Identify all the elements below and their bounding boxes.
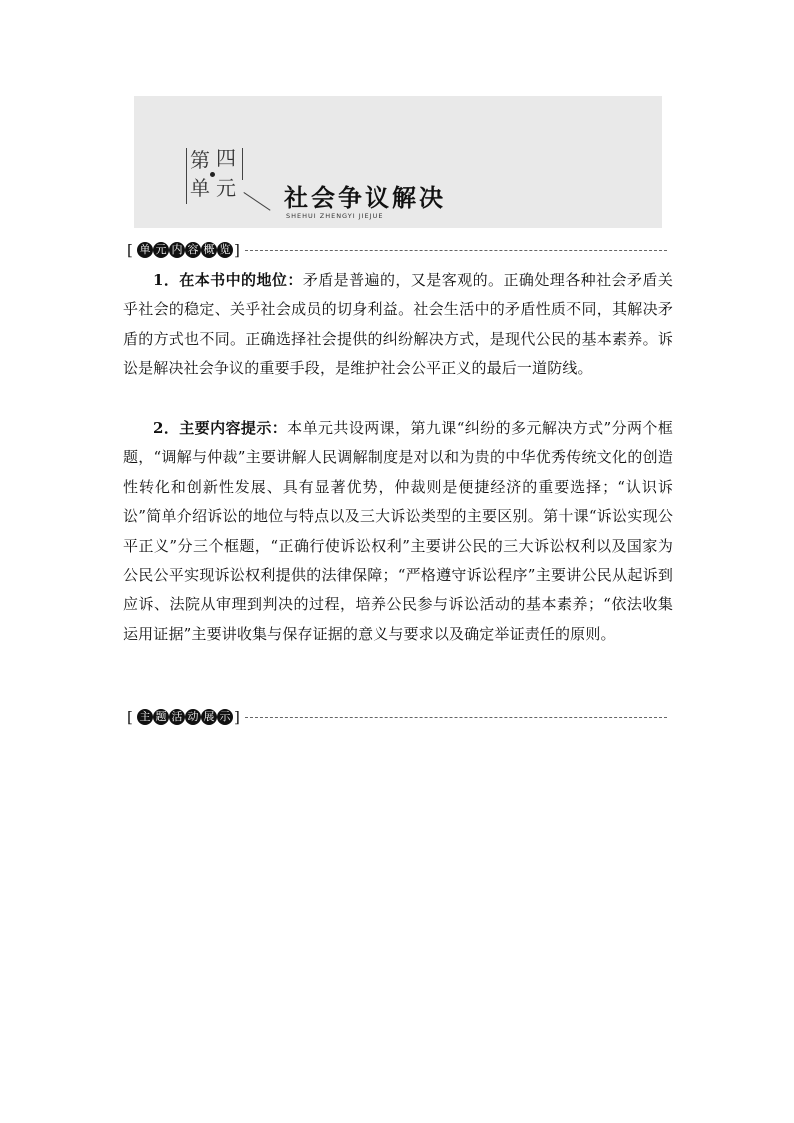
unit-number-mark <box>186 146 256 206</box>
right-bracket: ] <box>234 708 240 726</box>
unit-title: 社会争议解决 <box>284 184 446 212</box>
paragraph-body: 矛盾是普遍的，又是客观的。正确处理各种社会矛盾关乎社会的稳定、关乎社会成员的切身利益。社会生活中的矛盾性质不同，其解决矛盾的方式也不同。正确选择社会提供的纠纷解决方式，是现代公民的基本素养。诉讼是解决社会争议的重要手段，是维护社会公平正义的最后一道防线。 <box>123 271 673 378</box>
unit-char: 单 <box>190 176 210 200</box>
label-char: 览 <box>217 242 233 258</box>
label-char: 概 <box>201 242 217 258</box>
label-char: 内 <box>169 242 185 258</box>
section-label <box>137 709 233 725</box>
label-char: 题 <box>153 709 169 725</box>
label-char: 元 <box>153 242 169 258</box>
unit-banner <box>134 96 662 228</box>
paragraph-lead: 2．主要内容提示： <box>153 419 288 437</box>
unit-mark-dot <box>210 172 215 177</box>
unit-char: 元 <box>216 176 236 200</box>
right-bracket: ] <box>234 241 240 259</box>
paragraph-position <box>123 266 673 384</box>
label-char: 活 <box>169 709 185 725</box>
section-header-activity <box>127 707 667 727</box>
label-char: 主 <box>137 709 153 725</box>
unit-char: 第 <box>190 148 210 172</box>
unit-mark-right-line <box>242 148 243 180</box>
paragraph-body: 本单元共设两课，第九课“纠纷的多元解决方式”分两个框题，“调解与仲裁”主要讲解人民调解制度是对以和为贵的中华优秀传统文化的创造性转化和创新性发展、具有显著优势，仲裁则是便捷经济的重要选择；“认识诉讼”简单介绍诉讼的地位与特点以及三大诉讼类型的主要区别。第十课“诉讼实现公平正义”分三个框题，“正确行使诉讼权利”主要讲公民的三大诉讼权利以及国家为公民公平实现诉讼权利提供的法律保障；“严格遵守诉讼程序”主要讲公民从起诉到应诉、法院从审理到判决的过程，培养公民参与诉讼活动的基本素养；“依法收集运用证据”主要讲收集与保存证据的意义与要求以及确定举证责任的原则。 <box>123 419 673 643</box>
unit-char: 四 <box>216 146 236 170</box>
unit-mark-left-line <box>186 148 187 204</box>
paragraph-lead: 1．在本书中的地位： <box>153 271 303 289</box>
label-char: 动 <box>185 709 201 725</box>
label-char: 示 <box>217 709 233 725</box>
section-header-overview <box>127 240 667 260</box>
unit-pinyin: SHEHUI ZHENGYI JIEJUE <box>286 212 384 220</box>
label-char: 容 <box>185 242 201 258</box>
label-char: 展 <box>201 709 217 725</box>
dashed-rule <box>245 717 667 718</box>
left-bracket: [ <box>127 708 133 726</box>
label-char: 单 <box>137 242 153 258</box>
paragraph-content-hint <box>123 414 673 649</box>
section-label <box>137 242 233 258</box>
left-bracket: [ <box>127 241 133 259</box>
dashed-rule <box>245 250 667 251</box>
